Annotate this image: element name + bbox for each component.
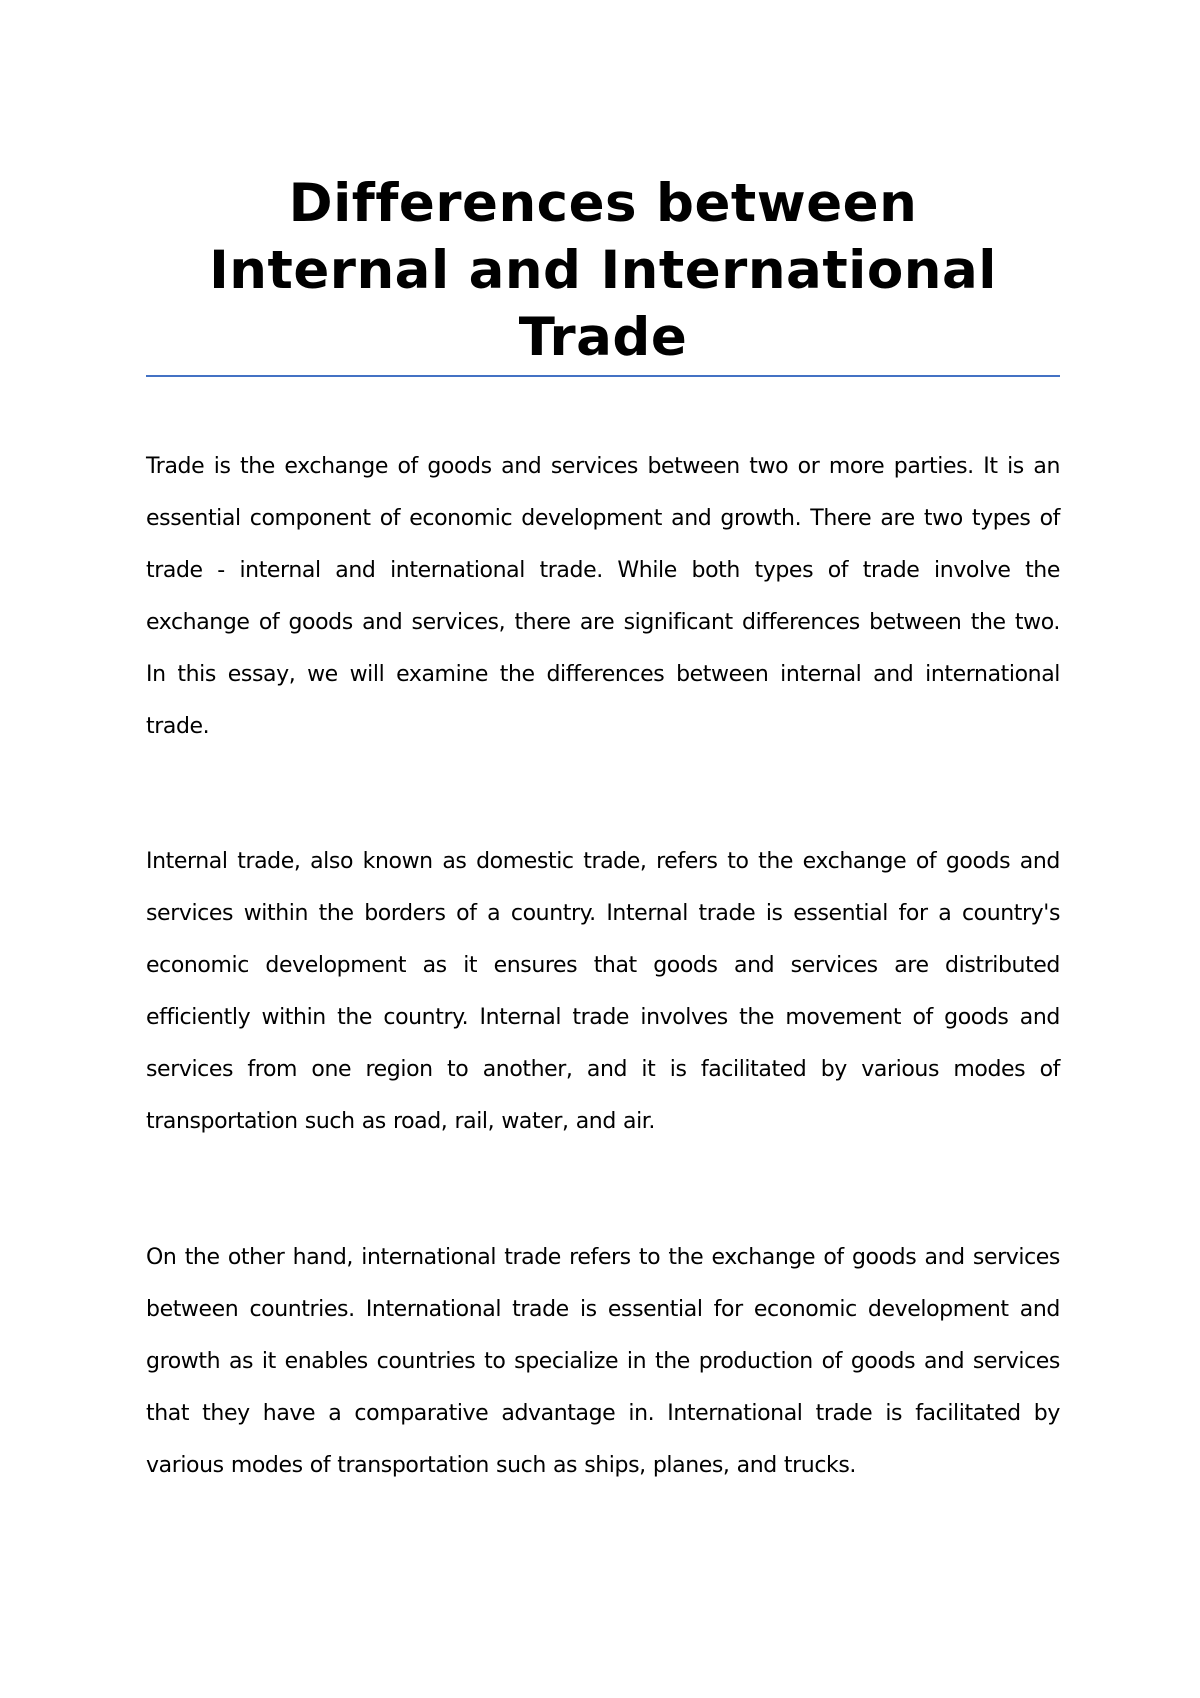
title-line-2: Internal and International — [209, 240, 997, 301]
paragraph-internal-trade: Internal trade, also known as domestic trade, refers to the exchange of goods and services within the borders of a country. Internal trade is essential for a country's economic development as it ensures that goods and services are distributed efficiently within the country. Internal trade involves the movement of goods and services from one region to another, and it is facilitated by various modes of transportation such as road, rail, water, and air. — [146, 849, 1060, 1134]
document-title — [146, 170, 1060, 371]
title-line-1: Differences between — [288, 173, 918, 234]
paragraph-international-trade: On the other hand, international trade refers to the exchange of goods and services between countries. International trade is essential for economic development and growth as it enables countries to specialize in the production of goods and services that they have a comparative advantage in. International trade is facilitated by various modes of transportation such as ships, planes, and trucks. — [146, 1245, 1060, 1478]
title-underline-divider — [146, 375, 1060, 377]
paragraph-intro: Trade is the exchange of goods and services between two or more parties. It is an essential component of economic development and growth. There are two types of trade - internal and international trade. While both types of trade involve the exchange of goods and services, there are significant differences between the two. In this essay, we will examine the differences between internal and international trade. — [146, 454, 1060, 739]
title-line-3: Trade — [518, 307, 688, 368]
